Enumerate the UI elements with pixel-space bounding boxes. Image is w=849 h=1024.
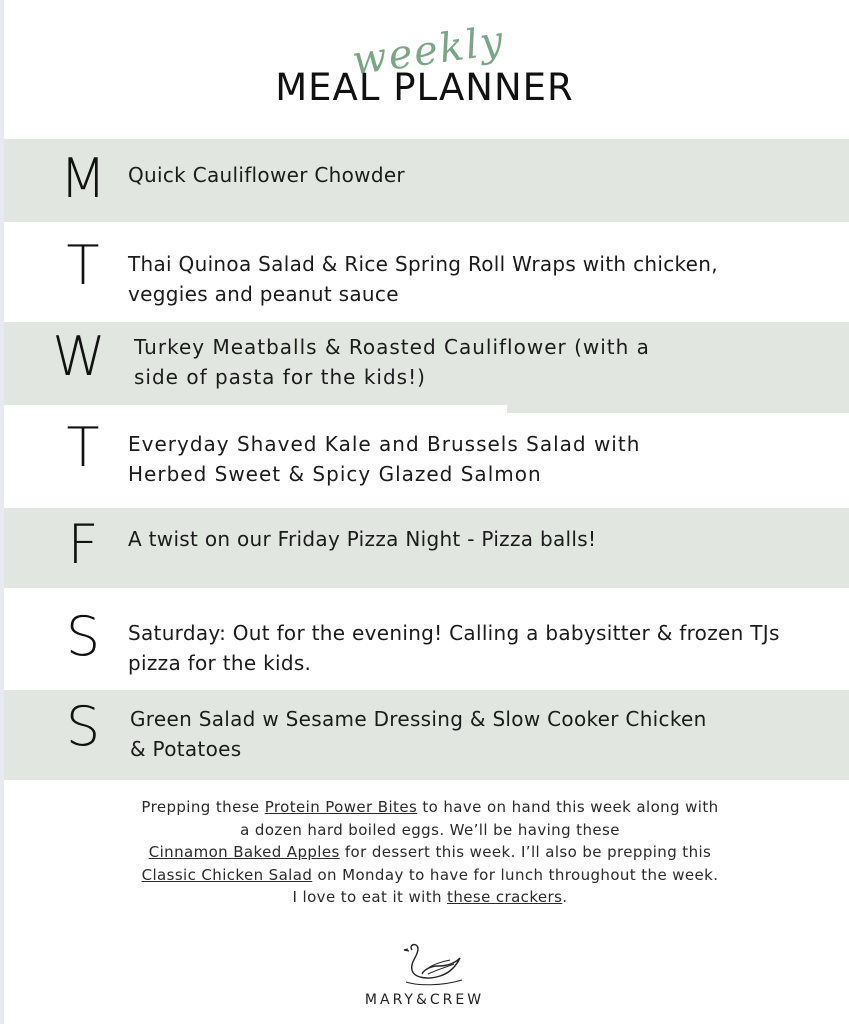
meal-text (130, 704, 707, 764)
row-shade-extension (507, 405, 849, 413)
day-letter: F (67, 513, 99, 576)
meal-text (128, 429, 640, 489)
notes-line (90, 864, 770, 887)
meal-text (128, 524, 596, 554)
these-crackers-link[interactable]: these crackers (447, 888, 563, 907)
day-row-sunday (4, 690, 849, 780)
meal-line: Herbed Sweet & Spicy Glazed Salmon (128, 462, 542, 486)
meal-text (128, 618, 780, 678)
day-row-tuesday (4, 222, 849, 322)
meal-line: side of pasta for the kids!) (134, 365, 426, 389)
page-title: MEAL PLANNER (275, 66, 574, 109)
day-row-friday (4, 508, 849, 588)
meal-line: Saturday: Out for the evening! Calling a babysitter & frozen TJs (128, 621, 780, 645)
day-letter: S (65, 695, 101, 758)
day-row-thursday (4, 413, 849, 508)
meal-line: A twist on our Friday Pizza Night - Pizza balls! (128, 527, 597, 551)
meal-text (128, 249, 718, 309)
brand-name: MARY&CREW (364, 992, 485, 1008)
meal-line: & Potatoes (130, 737, 242, 761)
meal-line: Green Salad w Sesame Dressing & Slow Cooker Chicken (130, 707, 707, 731)
prep-notes (90, 796, 770, 909)
protein-power-bites-link[interactable]: Protein Power Bites (264, 798, 418, 816)
day-letter: S (65, 605, 101, 668)
meal-line: Thai Quinoa Salad & Rice Spring Roll Wraps with chicken, (128, 252, 718, 276)
meal-line: Turkey Meatballs & Roasted Cauliflower (with a (134, 335, 650, 359)
notes-line (90, 841, 770, 864)
meal-line: pizza for the kids. (128, 651, 312, 675)
weekly-script: weekly (349, 17, 508, 85)
notes-line (90, 886, 770, 909)
day-letter: T (66, 234, 100, 297)
header (0, 0, 849, 140)
day-letter: M (59, 147, 107, 210)
meal-text (134, 332, 650, 392)
meal-line: Everyday Shaved Kale and Brussels Salad with (128, 432, 641, 456)
notes-text: on Monday to have for lunch throughout the week. (312, 865, 719, 884)
classic-chicken-salad-link[interactable]: Classic Chicken Salad (141, 865, 313, 884)
day-row-saturday (4, 588, 849, 690)
notes-text: to have on hand this week along with (417, 798, 719, 816)
day-letter: W (52, 325, 106, 388)
notes-text: . (562, 888, 568, 907)
day-row-monday (4, 139, 849, 222)
notes-line (90, 796, 770, 819)
cinnamon-baked-apples-link[interactable]: Cinnamon Baked Apples (148, 843, 340, 862)
meal-line: Quick Cauliflower Chowder (128, 163, 405, 187)
notes-line: a dozen hard boiled eggs. We’ll be having these (240, 820, 620, 839)
day-letter: T (66, 416, 100, 479)
day-row-wednesday (4, 322, 849, 405)
meal-line: veggies and peanut sauce (128, 282, 399, 306)
swan-logo-icon (398, 940, 468, 990)
notes-text: for dessert this week. I’ll also be prepping this (339, 843, 712, 862)
notes-text: Prepping these (141, 798, 265, 816)
meal-text (128, 160, 405, 190)
notes-text: I love to eat it with (292, 888, 448, 907)
